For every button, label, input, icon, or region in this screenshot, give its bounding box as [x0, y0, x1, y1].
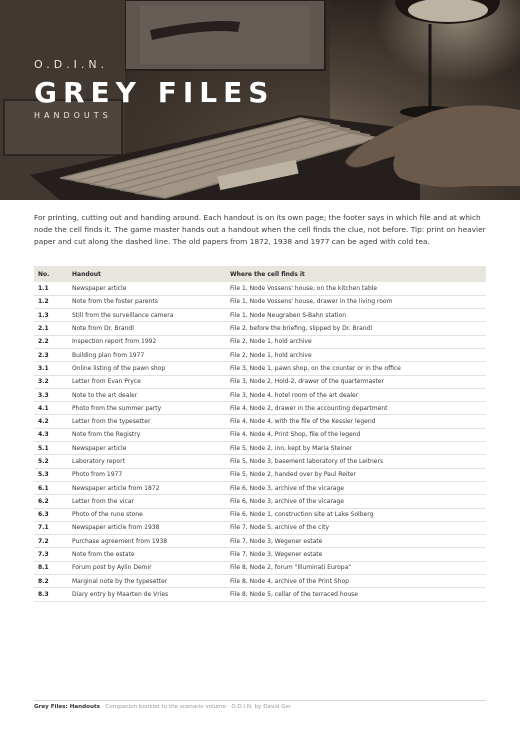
page-subtitle: HANDOUTS — [34, 111, 112, 120]
table-row — [34, 428, 486, 441]
row-location: File 8, Node 4, archive of the Print Shop — [226, 575, 486, 588]
row-handout: Still from the surveillance camera — [68, 309, 226, 322]
row-location: File 2, before the briefing, slipped by Dr. Brandl — [226, 322, 486, 335]
row-handout: Photo from the summer party — [68, 402, 226, 415]
row-handout: Note from Dr. Brandl — [68, 322, 226, 335]
row-handout: Note to the art dealer — [68, 388, 226, 401]
table-row — [34, 495, 486, 508]
row-location: File 2, Node 1, hold archive — [226, 335, 486, 348]
hero-banner — [0, 0, 520, 200]
row-location: File 2, Node 1, hold archive — [226, 348, 486, 361]
page-footer — [34, 704, 486, 710]
row-handout: Forum post by Aylin Demir — [68, 561, 226, 574]
intro-paragraph: For printing, cutting out and handing around. Each handout is on its own page; the footer says in which file and at which node the cell finds it. The game master hands out a handout when the cell finds the clue, not before. Tip: print on heavier paper and cut along the dashed line. The old papers from 1872, 1938 and 1977 can be aged with cold tea. — [34, 213, 486, 246]
row-location: File 1, Node Vossens' house, on the kitchen table — [226, 282, 486, 295]
row-handout: Purchase agreement from 1938 — [68, 535, 226, 548]
table-row — [34, 282, 486, 295]
table-row — [34, 521, 486, 534]
table-row — [34, 481, 486, 494]
row-handout: Letter from the vicar — [68, 495, 226, 508]
row-number: 7.2 — [34, 535, 68, 548]
row-number: 1.3 — [34, 309, 68, 322]
column-header-location: Where the cell finds it — [226, 266, 486, 282]
row-number: 6.3 — [34, 508, 68, 521]
table-row — [34, 309, 486, 322]
table-row — [34, 348, 486, 361]
row-handout: Letter from the typesetter — [68, 415, 226, 428]
table-row — [34, 335, 486, 348]
row-number: 3.1 — [34, 362, 68, 375]
row-location: File 1, Node Neugraben S-Bahn station — [226, 309, 486, 322]
table-row — [34, 575, 486, 588]
row-number: 8.2 — [34, 575, 68, 588]
row-number: 4.3 — [34, 428, 68, 441]
table-row — [34, 468, 486, 481]
row-location: File 5, Node 2, inn, kept by Maria Steiner — [226, 442, 486, 455]
row-handout: Photo of the rune stone — [68, 508, 226, 521]
row-location: File 5, Node 3, basement laboratory of the Leitners — [226, 455, 486, 468]
table-row — [34, 588, 486, 601]
row-handout: Newspaper article — [68, 282, 226, 295]
table-row — [34, 322, 486, 335]
row-number: 5.3 — [34, 468, 68, 481]
handouts-table-container — [34, 266, 486, 602]
table-row — [34, 295, 486, 308]
row-location: File 6, Node 3, archive of the vicarage — [226, 481, 486, 494]
row-number: 6.1 — [34, 481, 68, 494]
row-location: File 7, Node 3, Wegener estate — [226, 548, 486, 561]
footer-divider — [34, 700, 486, 701]
row-handout: Newspaper article — [68, 442, 226, 455]
row-number: 1.1 — [34, 282, 68, 295]
table-row — [34, 455, 486, 468]
row-handout: Photo from 1977 — [68, 468, 226, 481]
row-number: 1.2 — [34, 295, 68, 308]
row-handout: Inspection report from 1992 — [68, 335, 226, 348]
footer-text: · Companion booklet to the scenario volume · O.D.I.N. by David Ger — [99, 704, 292, 710]
row-number: 7.1 — [34, 521, 68, 534]
page-title: GREY FILES — [34, 76, 275, 109]
row-number: 2.1 — [34, 322, 68, 335]
row-number: 6.2 — [34, 495, 68, 508]
table-body — [34, 282, 486, 601]
row-handout: Newspaper article from 1938 — [68, 521, 226, 534]
row-location: File 8, Node 5, cellar of the terraced house — [226, 588, 486, 601]
row-handout: Online listing of the pawn shop — [68, 362, 226, 375]
row-location: File 6, Node 3, archive of the vicarage — [226, 495, 486, 508]
table-row — [34, 375, 486, 388]
table-header-row — [34, 266, 486, 282]
table-row — [34, 442, 486, 455]
table-row — [34, 561, 486, 574]
handouts-table — [34, 266, 486, 602]
row-location: File 3, Node 2, Hold-2, drawer of the quartermaster — [226, 375, 486, 388]
table-row — [34, 535, 486, 548]
row-location: File 6, Node 1, construction site at Lake Solberg — [226, 508, 486, 521]
row-handout: Laboratory report — [68, 455, 226, 468]
row-handout: Note from the Registry — [68, 428, 226, 441]
column-header-no: No. — [34, 266, 68, 282]
table-row — [34, 508, 486, 521]
table-row — [34, 362, 486, 375]
row-handout: Note from the estate — [68, 548, 226, 561]
footer-title: Grey Files: Handouts — [34, 704, 100, 710]
row-number: 3.2 — [34, 375, 68, 388]
row-number: 8.1 — [34, 561, 68, 574]
row-handout: Letter from Evan Pryce — [68, 375, 226, 388]
row-location: File 3, Node 4, hotel room of the art dealer — [226, 388, 486, 401]
row-number: 8.3 — [34, 588, 68, 601]
series-kicker: O.D.I.N. — [34, 58, 109, 71]
row-number: 3.3 — [34, 388, 68, 401]
row-number: 2.3 — [34, 348, 68, 361]
table-row — [34, 388, 486, 401]
row-location: File 7, Node 5, archive of the city — [226, 521, 486, 534]
row-location: File 3, Node 1, pawn shop, on the counter or in the office — [226, 362, 486, 375]
row-number: 5.2 — [34, 455, 68, 468]
row-location: File 5, Node 2, handed over by Paul Reiter — [226, 468, 486, 481]
column-header-handout: Handout — [68, 266, 226, 282]
table-row — [34, 415, 486, 428]
row-location: File 4, Node 2, drawer in the accounting department — [226, 402, 486, 415]
row-handout: Marginal note by the typesetter — [68, 575, 226, 588]
row-number: 5.1 — [34, 442, 68, 455]
row-number: 2.2 — [34, 335, 68, 348]
row-number: 4.1 — [34, 402, 68, 415]
row-handout: Diary entry by Maarten de Vries — [68, 588, 226, 601]
row-location: File 7, Node 3, Wegener estate — [226, 535, 486, 548]
row-location: File 1, Node Vossens' house, drawer in the living room — [226, 295, 486, 308]
row-number: 7.3 — [34, 548, 68, 561]
table-row — [34, 548, 486, 561]
table-row — [34, 402, 486, 415]
row-location: File 4, Node 4, Print Shop, file of the legend — [226, 428, 486, 441]
row-location: File 4, Node 4, with the file of the Kessler legend — [226, 415, 486, 428]
row-location: File 8, Node 2, forum "Illuminati Europa" — [226, 561, 486, 574]
row-number: 4.2 — [34, 415, 68, 428]
row-handout: Note from the foster parents — [68, 295, 226, 308]
row-handout: Building plan from 1977 — [68, 348, 226, 361]
row-handout: Newspaper article from 1872 — [68, 481, 226, 494]
